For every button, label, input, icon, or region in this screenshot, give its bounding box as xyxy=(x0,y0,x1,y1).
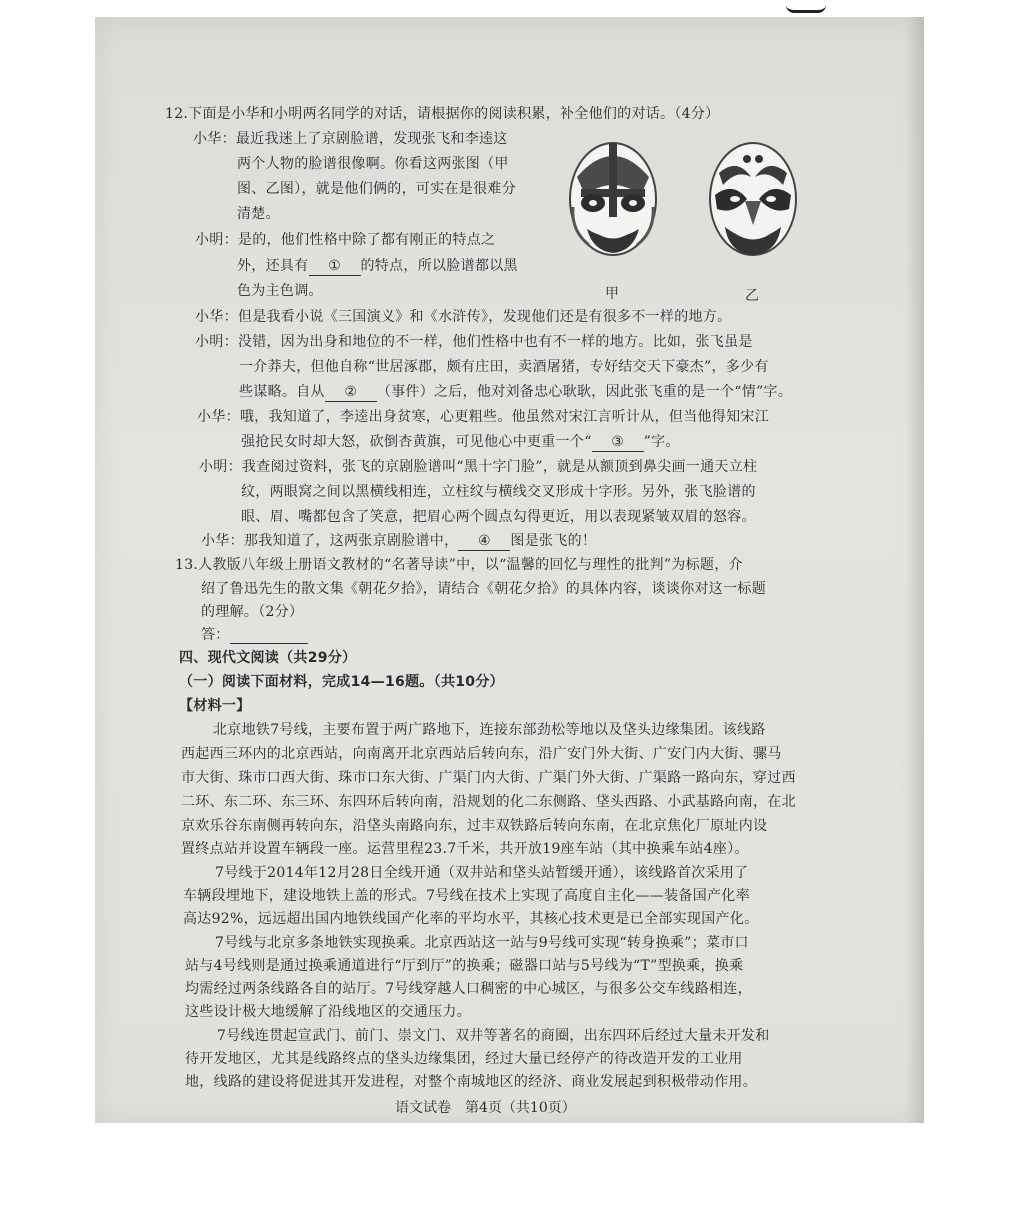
passage-line: 高达92%，远远超出国内地铁线国产化率的平均水平，其核心技术更是已全部实现国产化。 xyxy=(183,911,759,927)
passage-line: 地，线路的建设将促进其开发进程，对整个南城地区的经济、商业发展起到积极带动作用。 xyxy=(185,1074,757,1090)
passage-line: 7号线连贯起宣武门、前门、崇文门、双井等著名的商圈，出东四环后经过大量未开发和 xyxy=(217,1028,770,1044)
q12-dialogue-line xyxy=(241,433,680,452)
passage-line: 待开发地区，尤其是线路终点的垡头边缘集团，经过大量已经停产的待改造开发的工业用 xyxy=(185,1051,743,1067)
passage-line: 7号线于2014年12月28日全线开通（双井站和垡头站暂缓开通），该线路首次采用了 xyxy=(215,865,749,881)
section-4-title: 四、现代文阅读（共29分） xyxy=(179,650,357,666)
q12-dialogue-line: 小华：最近我迷上了京剧脸谱，发现张飞和李逵这 xyxy=(193,131,508,147)
passage-line: 西起西三环内的北京西站，向南离开北京西站后转向东，沿广安门外大街、广安门内大街、骡马 xyxy=(181,746,782,762)
q12-dialogue-line: 两个人物的脸谱很像啊。你看这两张图（甲 xyxy=(237,156,509,172)
opera-mask-jia-image xyxy=(567,137,659,259)
opera-mask-yi-image xyxy=(707,137,799,259)
text-fragment: 些谋略。自从 xyxy=(239,384,325,400)
q12-dialogue-line xyxy=(239,383,792,402)
mask-label-yi: 乙 xyxy=(745,288,759,304)
fill-blank-2[interactable]: ② xyxy=(325,383,377,402)
q13-stem-line: 的理解。（2分） xyxy=(201,604,304,620)
passage-line: 京欢乐谷东南侧再转向东，沿垡头南路向东，过丰双铁路后转向东南，在北京焦化厂原址内设 xyxy=(181,818,768,834)
passage-line: 置终点站并设置车辆段一座。运营里程23.7千米，共开放19座车站（其中换乘车站4座）。 xyxy=(181,841,749,857)
q13-stem-line: 绍了鲁迅先生的散文集《朝花夕拾》，请结合《朝花夕拾》的具体内容，谈谈你对这一标题 xyxy=(201,581,766,597)
q12-dialogue-line: 小华：但是我看小说《三国演义》和《水浒传》，发现他们还是有很多不一样的地方。 xyxy=(195,309,732,325)
passage-line: 车辆段埋地下，建设地铁上盖的形式。7号线在技术上实现了高度自主化——装备国产化率 xyxy=(183,888,750,904)
section-4-subtitle: （一）阅读下面材料，完成14—16题。（共10分） xyxy=(179,674,504,690)
passage-line: 二环、东二环、东三环、东四环后转向南，沿规划的化二东侧路、垡头西路、小武基路向南，在北 xyxy=(181,794,796,810)
answer-label: 答： xyxy=(201,627,230,643)
q12-dialogue-line: 小华：哦，我知道了，李逵出身贫寒，心更粗些。他虽然对宋江言听计从，但当他得知宋江 xyxy=(197,409,769,425)
q12-dialogue-line: 小明：我查阅过资料，张飞的京剧脸谱叫“黑十字门脸”，就是从额顶到鼻尖画一通天立柱 xyxy=(199,459,758,475)
q12-dialogue-line: 色为主色调。 xyxy=(237,283,323,299)
q12-dialogue-line: 图、乙图），就是他们俩的，可实在是很难分 xyxy=(237,181,516,197)
q12-dialogue-line: 小明：是的，他们性格中除了都有刚正的特点之 xyxy=(195,232,496,248)
passage-line: 7号线与北京多条地铁实现换乘。北京西站这一站与9号线可实现“转身换乘”；菜市口 xyxy=(215,935,749,951)
fill-blank-4[interactable]: ④ xyxy=(458,532,510,551)
exam-paper xyxy=(95,17,924,1123)
passage-line: 站与4号线则是通过换乘通道进行“厅到厅”的换乘；磁器口站与5号线为“T”型换乘，换乘 xyxy=(185,958,744,974)
page-content xyxy=(95,17,924,1123)
text-fragment: 图是张飞的！ xyxy=(510,533,597,549)
text-fragment: 外，还具有 xyxy=(237,258,309,274)
q12-dialogue-line xyxy=(237,257,518,276)
fill-blank-3[interactable]: ③ xyxy=(592,433,644,452)
text-fragment: 的特点，所以脸谱都以黑 xyxy=(360,258,518,274)
answer-input-line[interactable] xyxy=(230,629,308,644)
page-footer: 语文试卷 第4页（共10页） xyxy=(395,1100,576,1116)
passage-line: 北京地铁7号线，主要布置于两广路地下，连接东部劲松等地以及垡头边缘集团。该线路 xyxy=(213,722,766,738)
passage-line: 这些设计极大地缓解了沿线地区的交通压力。 xyxy=(185,1004,471,1020)
top-edge-mark xyxy=(786,0,826,13)
mask-label-jia: 甲 xyxy=(605,286,619,302)
text-fragment: 小华：那我知道了，这两张京剧脸谱中， xyxy=(201,533,459,549)
q13-answer-row xyxy=(201,626,308,644)
text-fragment: （事件）之后，他对刘备忠心耿耿，因此张飞重的是一个“情”字。 xyxy=(376,384,793,400)
q13-stem-line: 13.人教版八年级上册语文教材的“名著导读”中，以“温馨的回忆与理性的批判”为标题，介 xyxy=(175,557,743,573)
passage-line: 市大街、珠市口西大街、珠市口东大街、广渠门内大街、广渠门外大街、广渠路一路向东，穿过西 xyxy=(181,770,796,786)
passage-line: 均需经过两条线路各自的站厅。7号线穿越人口稠密的中心城区，与很多公交车线路相连， xyxy=(185,981,752,997)
fill-blank-1[interactable]: ① xyxy=(309,257,361,276)
material-1-heading: 【材料一】 xyxy=(179,698,251,714)
text-fragment: 强抢民女时却大怒，砍倒杏黄旗，可见他心中更重一个“ xyxy=(241,434,592,450)
q12-dialogue-line: 眼、眉、嘴都包含了笑意，把眉心两个圆点勾得更近，用以表现紧皱双眉的怒容。 xyxy=(241,509,756,525)
q12-dialogue-line xyxy=(201,532,596,551)
q12-dialogue-line: 一介莽夫，但他自称“世居涿郡，颇有庄田，卖酒屠猪，专好结交天下豪杰”，多少有 xyxy=(239,359,769,375)
q12-stem: 12.下面是小华和小明两名同学的对话，请根据你的阅读积累，补全他们的对话。（4分） xyxy=(165,106,720,122)
q12-dialogue-line: 小明：没错，因为出身和地位的不一样，他们性格中也有不一样的地方。比如，张飞虽是 xyxy=(195,334,753,350)
text-fragment: ”字。 xyxy=(643,434,680,450)
q12-dialogue-line: 清楚。 xyxy=(237,206,280,222)
q12-dialogue-line: 纹，两眼窝之间以黑横线相连，立柱纹与横线交叉形成十字形。另外，张飞脸谱的 xyxy=(241,484,756,500)
